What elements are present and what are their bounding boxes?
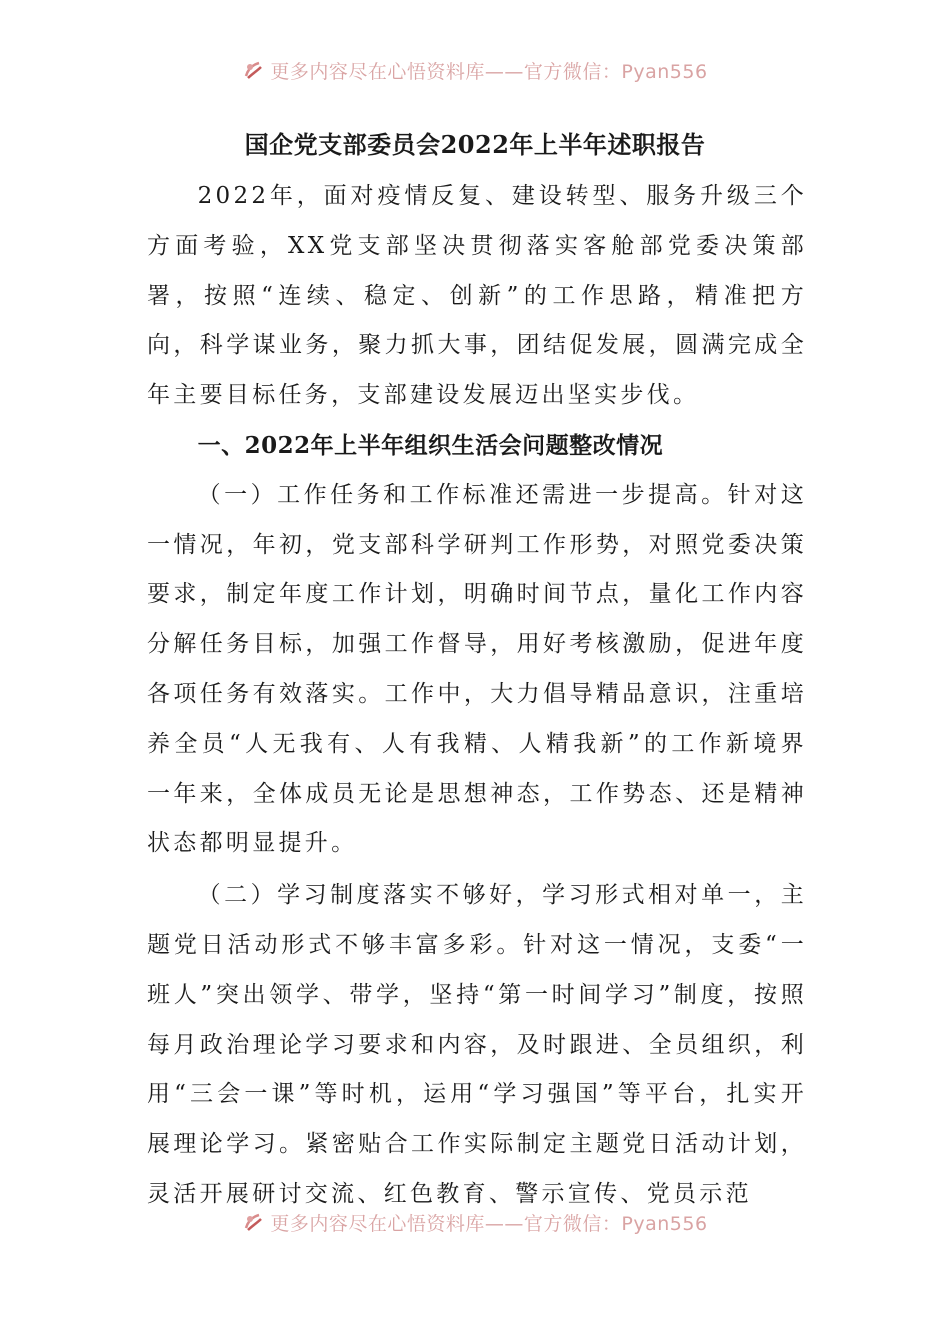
watermark-header	[0, 56, 950, 84]
watermark-footer	[0, 1208, 950, 1236]
watermark-text: 更多内容尽在心悟资料库——官方微信：Pyan556	[270, 60, 708, 83]
page-title: 国企党支部委员会2022年上半年述职报告	[244, 130, 706, 159]
body-paragraph: （二）学习制度落实不够好，学习形式相对单一，主题党日活动形式不够丰富多彩。针对这一情况，支委“一班人”突出领学、带学，坚持“第一时间学习”制度，按照每月政治理论学习要求和内容，及时跟进、全员组织，利用“三会一课”等时机，运用“学习强国”等平台，扎实开展理论学习。紧密贴合工作实际制定主题党日活动计划，灵活开展研讨交流、红色教育、警示宣传、党员示范	[147, 882, 807, 1207]
section-heading: 一、2022年上半年组织生活会问题整改情况	[197, 431, 664, 459]
brand-logo-icon	[242, 1211, 264, 1233]
watermark-text: 更多内容尽在心悟资料库——官方微信：Pyan556	[270, 1212, 708, 1235]
brand-logo-icon	[242, 59, 264, 81]
body-paragraph: （一）工作任务和工作标准还需进一步提高。针对这一情况，年初，党支部科学研判工作形势，对照党委决策要求，制定年度工作计划，明确时间节点，量化工作内容分解任务目标，加强工作督导，用好考核激励，促进年度各项任务有效落实。工作中，大力倡导精品意识，注重培养全员“人无我有、人有我精、人精我新”的工作新境界一年来，全体成员无论是思想神态，工作势态、还是精神状态都明显提升。	[147, 481, 807, 857]
intro-paragraph: 2022年，面对疫情反复、建设转型、服务升级三个方面考验，XX党支部坚决贯彻落实客舱部党委决策部署，按照“连续、稳定、创新”的工作思路，精准把方向，科学谋业务，聚力抓大事，团结促发展，圆满完成全年主要目标任务，支部建设发展迈出坚实步伐。	[147, 183, 807, 409]
document-body	[147, 172, 807, 1220]
